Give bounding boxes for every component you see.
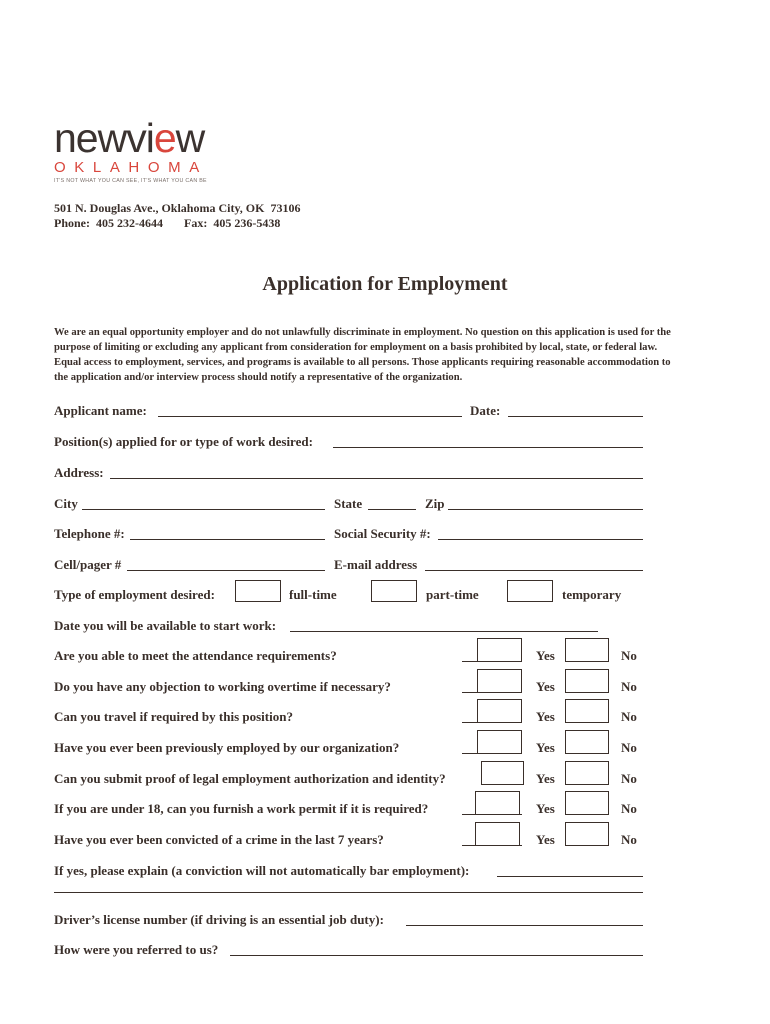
company-phone-fax: Phone: 405 232-4644 Fax: 405 236-5438 [54, 216, 281, 230]
travel-yes-checkbox[interactable] [477, 699, 522, 723]
full-time-label: full-time [289, 587, 337, 602]
part-time-checkbox[interactable] [371, 580, 417, 602]
cell-field[interactable] [127, 570, 325, 571]
overtime-no-checkbox[interactable] [565, 669, 609, 693]
overtime-yes-checkbox[interactable] [477, 669, 522, 693]
yes-label: Yes [536, 679, 555, 694]
address-field[interactable] [110, 478, 643, 479]
no-label: No [621, 709, 637, 724]
no-label: No [621, 648, 637, 663]
previous-employment-no-checkbox[interactable] [565, 730, 609, 754]
cell-label: Cell/pager # [54, 557, 122, 572]
yes-label: Yes [536, 801, 555, 816]
no-label: No [621, 679, 637, 694]
yes-label: Yes [536, 648, 555, 663]
question-overtime: Do you have any objection to working overtime if necessary? [54, 679, 391, 694]
form-title: Application for Employment [262, 273, 508, 295]
date-label: Date: [470, 403, 501, 418]
yes-label: Yes [536, 709, 555, 724]
no-label: No [621, 740, 637, 755]
drivers-license-field[interactable] [406, 925, 643, 926]
telephone-field[interactable] [130, 539, 325, 540]
work-permit-yes-checkbox[interactable] [475, 791, 520, 815]
date-field[interactable] [508, 416, 643, 417]
eeo-statement: We are an equal opportunity employer and do not unlawfully discriminate in employment. No question on this application is used for the purpose of limiting or excluding any applicant from consideration for employment on a basis prohibited by local, state, or federal law. Equal access to employment, services, and programs is available to all persons. Those applicants requiring reasonable accommodation to the application and/or interview process should notify a representative of the organization. [54, 327, 671, 383]
full-time-checkbox[interactable] [235, 580, 281, 602]
authorization-yes-checkbox[interactable] [481, 761, 524, 785]
email-field[interactable] [425, 570, 643, 571]
zip-field[interactable] [448, 509, 643, 510]
part-time-label: part-time [426, 587, 479, 602]
no-label: No [621, 801, 637, 816]
city-label: City [54, 496, 78, 511]
work-permit-no-checkbox[interactable] [565, 791, 609, 815]
positions-field[interactable] [333, 447, 643, 448]
temporary-label: temporary [562, 587, 622, 602]
referred-field[interactable] [230, 955, 643, 956]
logo-subtitle: OKLAHOMA [54, 159, 208, 176]
referred-label: How were you referred to us? [54, 942, 219, 957]
travel-no-checkbox[interactable] [565, 699, 609, 723]
address-label: Address: [54, 465, 104, 480]
question-authorization: Can you submit proof of legal employment authorization and identity? [54, 771, 446, 786]
positions-label: Position(s) applied for or type of work desired: [54, 434, 313, 449]
company-address: 501 N. Douglas Ave., Oklahoma City, OK 73106 [54, 201, 301, 215]
state-field[interactable] [368, 509, 416, 510]
conviction-yes-checkbox[interactable] [475, 822, 520, 846]
question-attendance: Are you able to meet the attendance requirements? [54, 648, 337, 663]
email-label: E-mail address [334, 557, 418, 572]
drivers-license-label: Driver’s license number (if driving is an essential job duty): [54, 912, 384, 927]
employment-type-label: Type of employment desired: [54, 587, 215, 602]
conviction-no-checkbox[interactable] [565, 822, 609, 846]
telephone-label: Telephone #: [54, 526, 125, 541]
yes-label: Yes [536, 740, 555, 755]
no-label: No [621, 771, 637, 786]
explain-field[interactable] [497, 876, 643, 877]
explain-label: If yes, please explain (a conviction will not automatically bar employment): [54, 863, 470, 878]
start-date-field[interactable] [290, 631, 598, 632]
question-conviction: Have you ever been convicted of a crime in the last 7 years? [54, 832, 384, 847]
yes-label: Yes [536, 771, 555, 786]
city-field[interactable] [82, 509, 325, 510]
authorization-no-checkbox[interactable] [565, 761, 609, 785]
applicant-name-field[interactable] [158, 416, 462, 417]
zip-label: Zip [425, 496, 445, 511]
ssn-field[interactable] [438, 539, 643, 540]
state-label: State [334, 496, 363, 511]
previous-employment-yes-checkbox[interactable] [477, 730, 522, 754]
question-travel: Can you travel if required by this position? [54, 709, 293, 724]
logo-wordmark: newview [54, 115, 205, 161]
question-previous-employment: Have you ever been previously employed by our organization? [54, 740, 400, 755]
explain-field-line-2[interactable] [54, 892, 643, 893]
attendance-no-checkbox[interactable] [565, 638, 609, 662]
start-date-label: Date you will be available to start work: [54, 618, 277, 633]
question-work-permit: If you are under 18, can you furnish a work permit if it is required? [54, 801, 429, 816]
applicant-name-label: Applicant name: [54, 403, 147, 418]
attendance-yes-checkbox[interactable] [477, 638, 522, 662]
yes-label: Yes [536, 832, 555, 847]
logo-tagline: IT'S NOT WHAT YOU CAN SEE, IT'S WHAT YOU CAN BE [54, 178, 207, 184]
ssn-label: Social Security #: [334, 526, 431, 541]
no-label: No [621, 832, 637, 847]
temporary-checkbox[interactable] [507, 580, 553, 602]
